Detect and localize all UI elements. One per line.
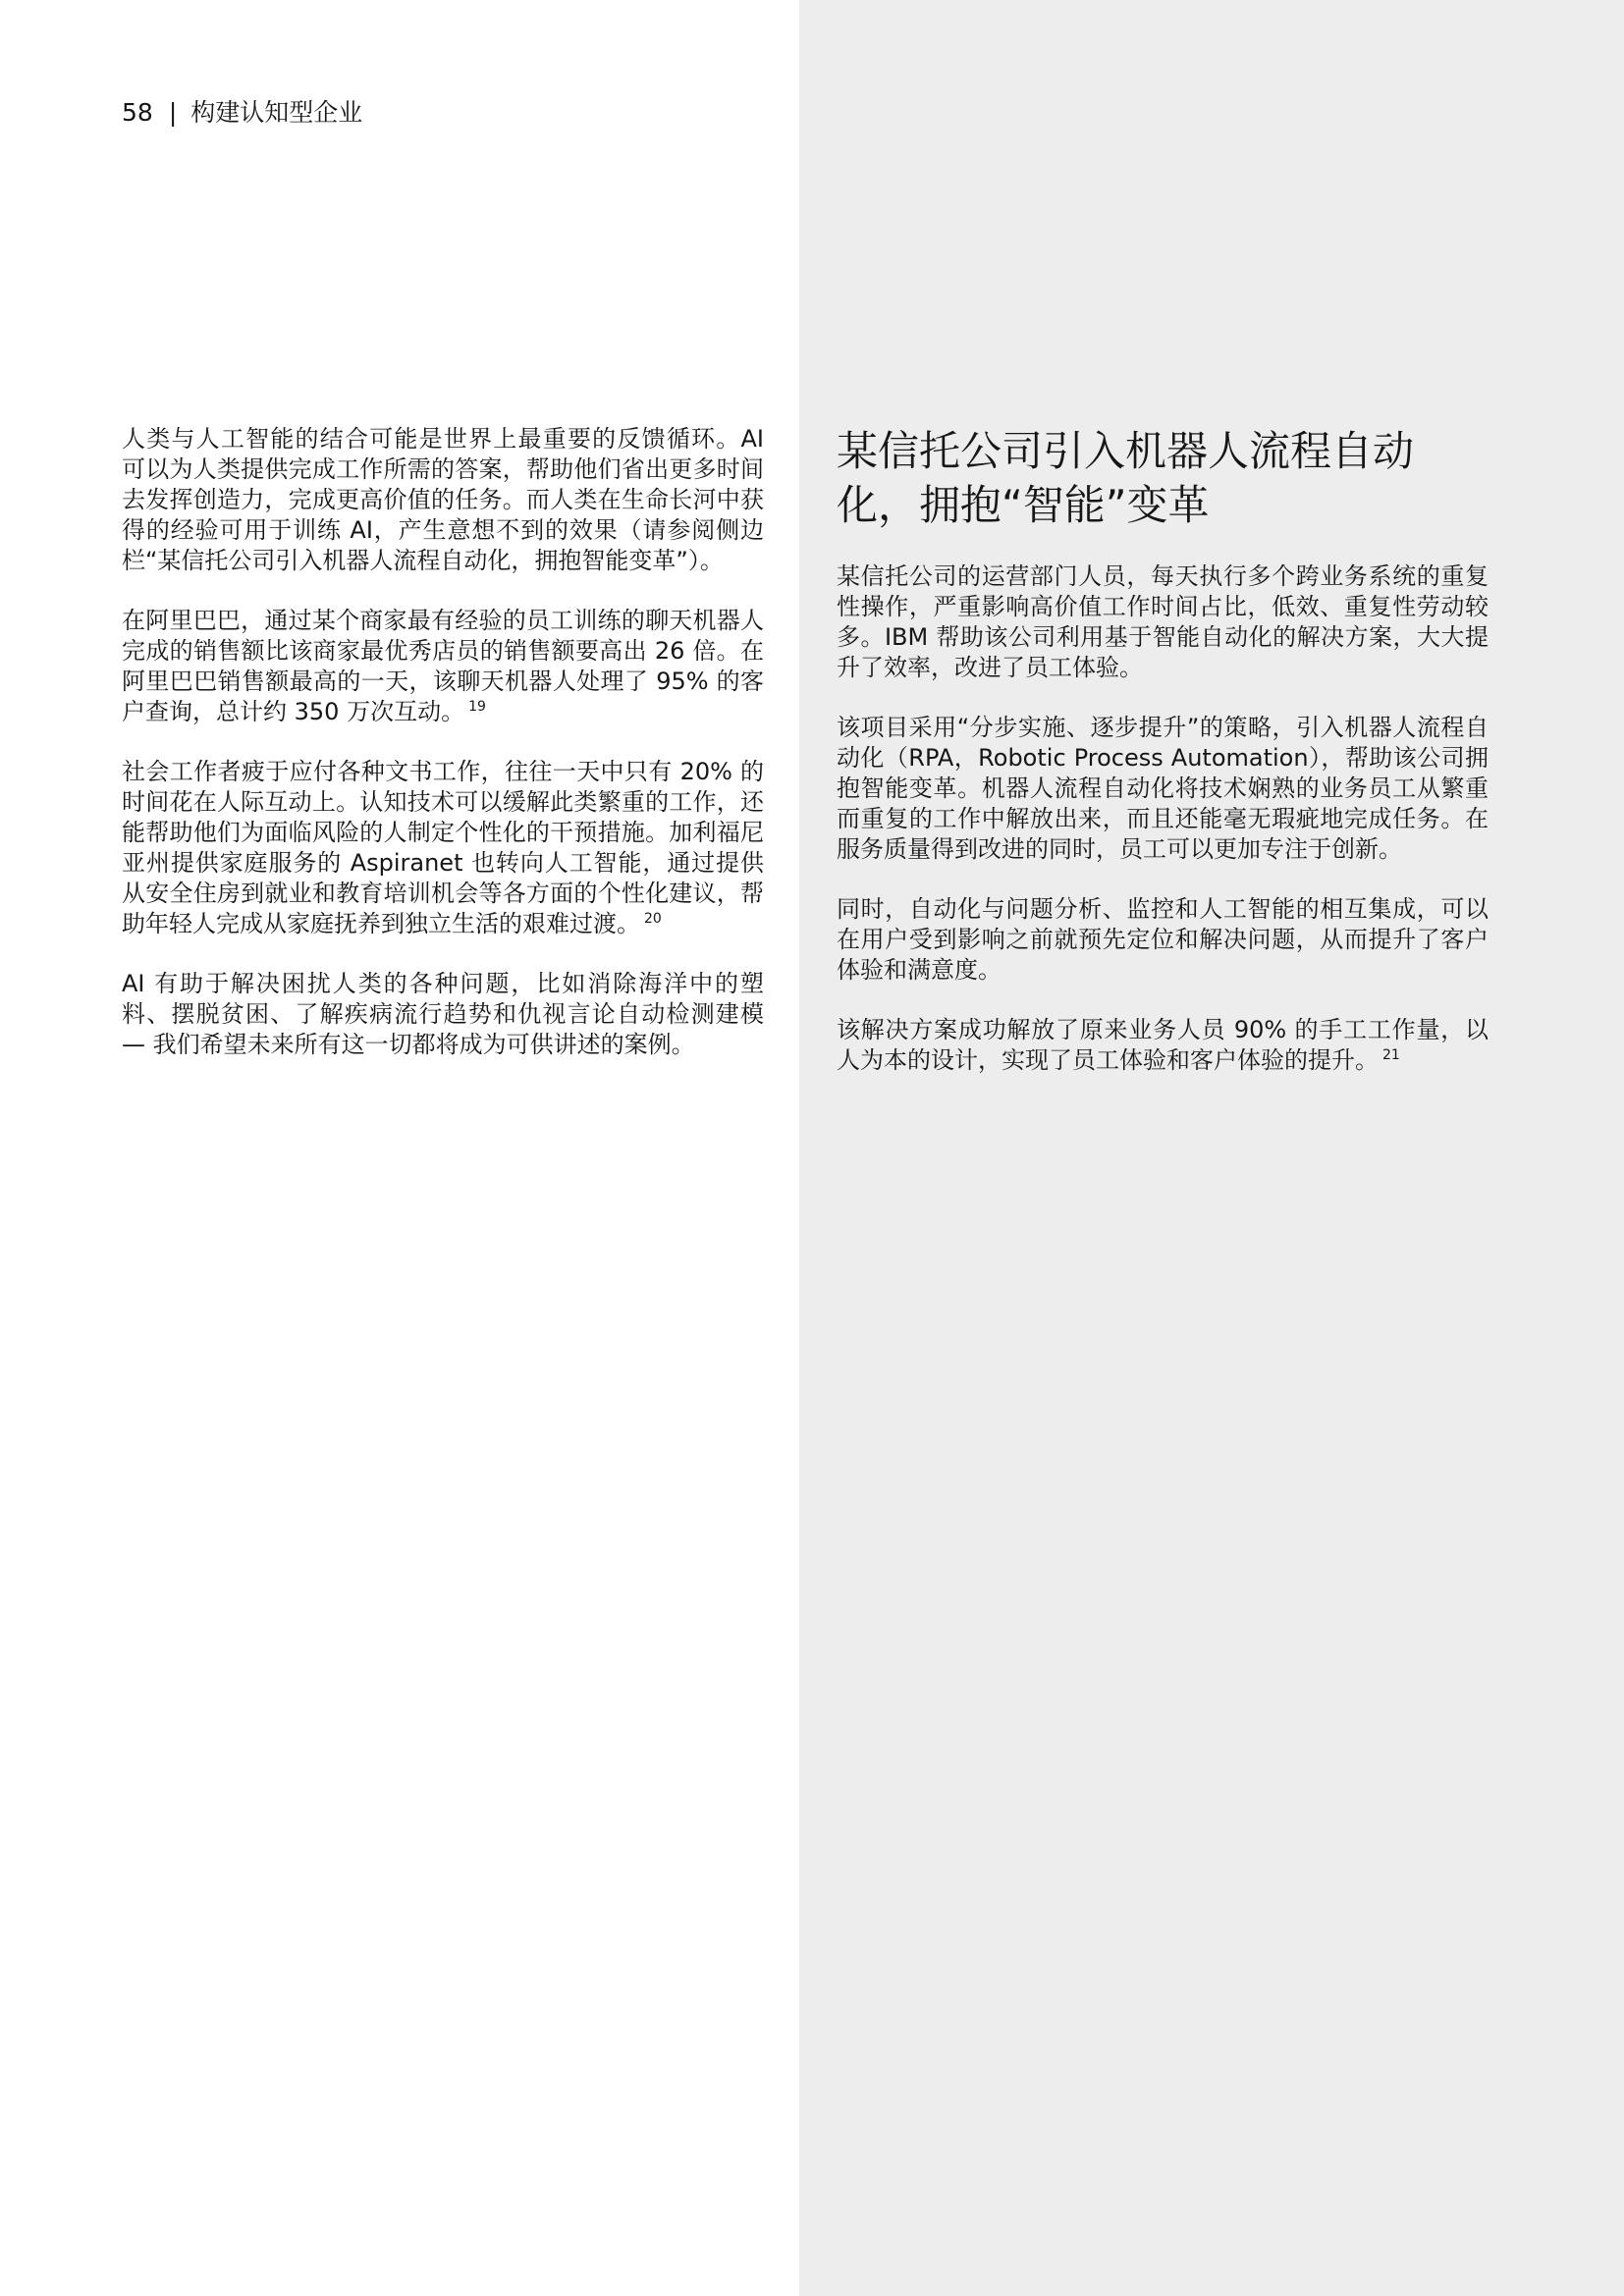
footnote-ref-20: 20 xyxy=(644,911,662,927)
sidebar-paragraph-3-text: 同时，自动化与问题分析、监控和人工智能的相互集成，可以在用户受到影响之前就预先定位和解决问题，从而提升了客户体验和满意度。 xyxy=(837,895,1489,984)
main-paragraph-4 xyxy=(122,969,764,1060)
footnote-ref-19: 19 xyxy=(468,699,486,715)
sidebar-paragraph-1 xyxy=(837,561,1489,683)
main-paragraph-4-text: AI 有助于解决困扰人类的各种问题，比如消除海洋中的塑料、摆脱贫困、了解疾病流行趋势和仇视言论自动检测建模 — 我们希望未来所有这一切都将成为可供讲述的案例。 xyxy=(122,970,764,1058)
main-paragraph-1-text: 人类与人工智能的结合可能是世界上最重要的反馈循环。AI 可以为人类提供完成工作所需的答案，帮助他们省出更多时间去发挥创造力，完成更高价值的任务。而人类在生命长河中获得的经验可用于训练 AI，产生意想不到的效果（请参阅侧边栏“某信托公司引入机器人流程自动化，拥抱智能变革”）。 xyxy=(122,425,764,574)
page-number: 58 xyxy=(122,98,153,127)
sidebar-paragraph-2-text: 该项目采用“分步实施、逐步提升”的策略，引入机器人流程自动化（RPA，Robotic Process Automation），帮助该公司拥抱智能变革。机器人流程自动化将技术娴熟的业务员工从繁重而重复的工作中解放出来，而且还能毫无瑕疵地完成任务。在服务质量得到改进的同时，员工可以更加专注于创新。 xyxy=(837,714,1489,863)
sidebar-paragraph-4 xyxy=(837,1015,1489,1076)
document-title: 构建认知型企业 xyxy=(190,98,363,127)
header-separator: | xyxy=(168,98,178,127)
sidebar-paragraph-4-text: 该解决方案成功解放了原来业务人员 90% 的手工工作量，以人为本的设计，实现了员工体验和客户体验的提升。 xyxy=(837,1016,1489,1074)
main-paragraph-1 xyxy=(122,424,764,576)
sidebar-paragraph-1-text: 某信托公司的运营部门人员，每天执行多个跨业务系统的重复性操作，严重影响高价值工作时间占比，低效、重复性劳动较多。IBM 帮助该公司利用基于智能自动化的解决方案，大大提升了效率，改进了员工体验。 xyxy=(837,562,1489,681)
footnote-ref-21: 21 xyxy=(1382,1047,1400,1063)
page-header xyxy=(122,96,362,130)
main-column xyxy=(122,424,764,1090)
main-paragraph-3-text: 社会工作者疲于应付各种文书工作，往往一天中只有 20% 的时间花在人际互动上。认知技术可以缓解此类繁重的工作，还能帮助他们为面临风险的人制定个性化的干预措施。加利福尼亚州提供家庭服务的 Aspiranet 也转向人工智能，通过提供从安全住房到就业和教育培训机会等各方面的个性化建议，帮助年轻人完成从家庭抚养到独立生活的艰难过渡。 xyxy=(122,758,764,937)
sidebar-paragraph-2 xyxy=(837,713,1489,865)
sidebar-background xyxy=(799,0,1624,2296)
main-paragraph-2-text: 在阿里巴巴，通过某个商家最有经验的员工训练的聊天机器人完成的销售额比该商家最优秀店员的销售额要高出 26 倍。在阿里巴巴销售额最高的一天，该聊天机器人处理了 95% 的客户查询，总计约 350 万次互动。 xyxy=(122,607,764,725)
sidebar-column xyxy=(837,424,1489,1105)
sidebar-title: 某信托公司引入机器人流程自动化，拥抱“智能”变革 xyxy=(837,427,1415,529)
sidebar-paragraph-3 xyxy=(837,894,1489,986)
main-paragraph-3 xyxy=(122,757,764,939)
main-paragraph-2 xyxy=(122,606,764,727)
